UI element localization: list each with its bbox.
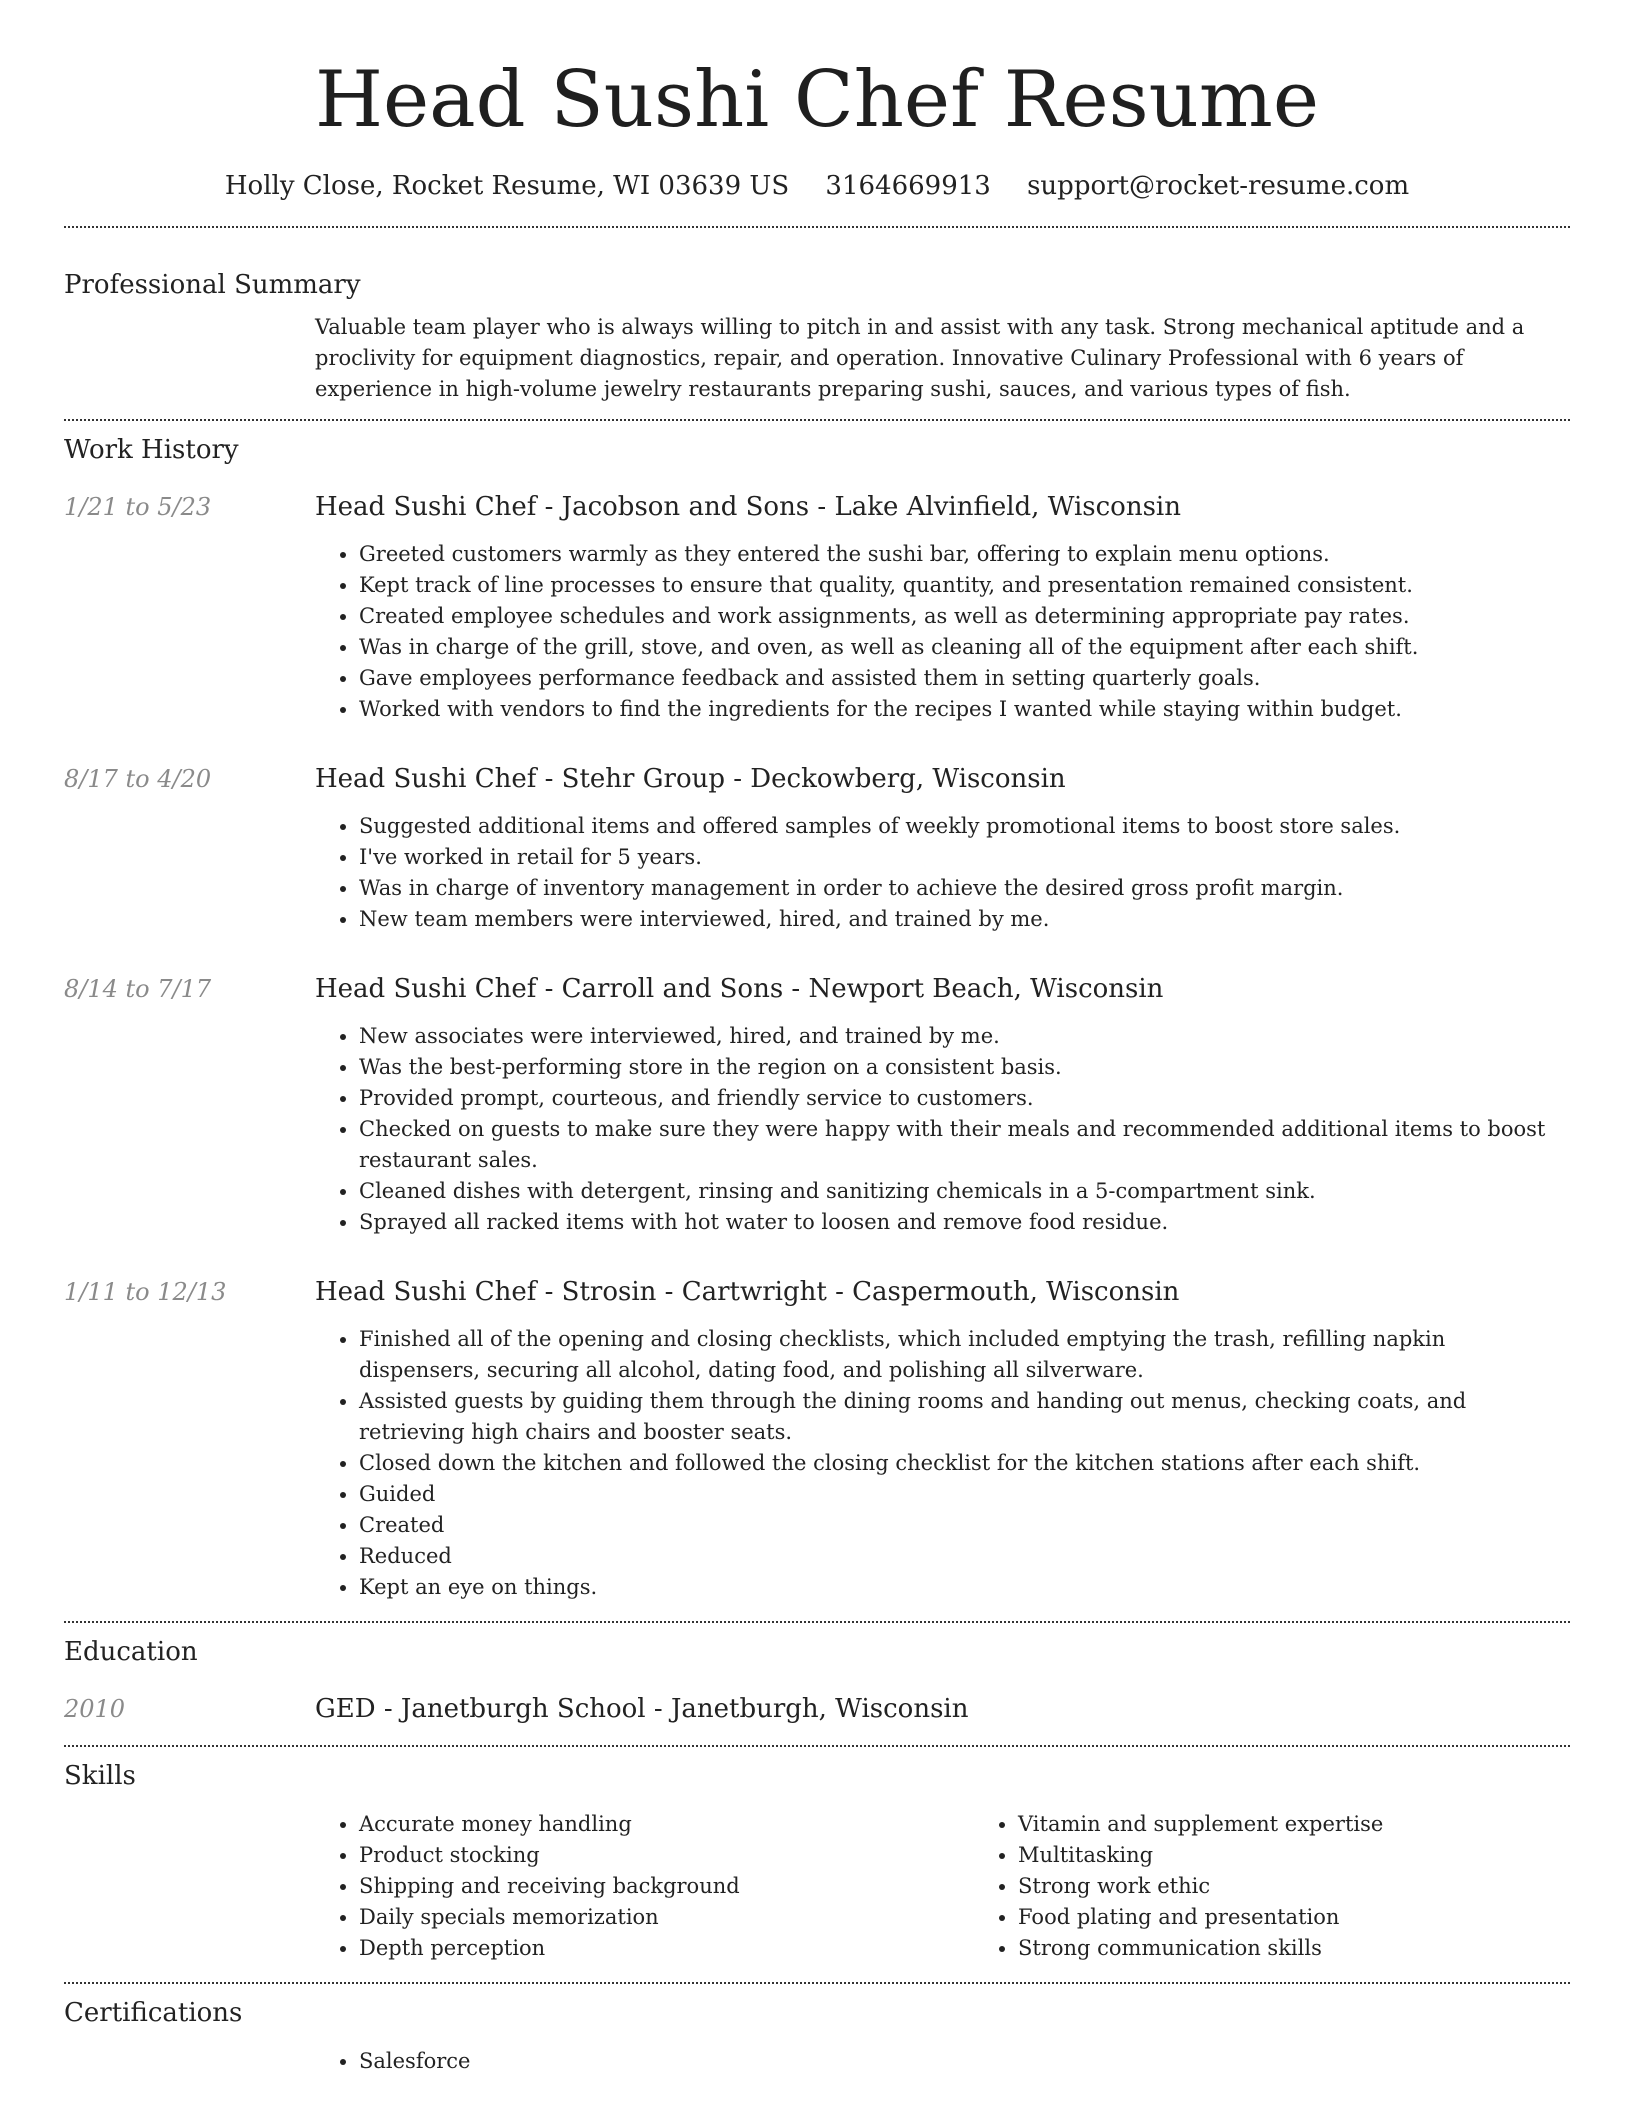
job-entry xyxy=(64,763,1570,935)
contact-address: Holly Close, Rocket Resume, WI 03639 US xyxy=(224,171,790,201)
skill-item: • Food plating and presentation xyxy=(1018,1902,1632,1933)
list-item: • Provided prompt, courteous, and friendly service to customers. xyxy=(359,1083,1570,1114)
summary-text: Valuable team player who is always willing to pitch in and assist with any task. Strong mechanical aptitude and a proclivity for equipment diagnostics, repair, and operation. Innovative Culinary Professional with 6 years of experience in high-volume jewelry restaurants preparing sushi, sauces, and various types of fish. xyxy=(315,315,1525,401)
skill-item: • Shipping and receiving background xyxy=(359,1871,974,1902)
job-title: Head Sushi Chef - Jacobson and Sons - Lake Alvinfield, Wisconsin xyxy=(315,492,1181,522)
job-bullets xyxy=(315,811,1570,935)
summary-heading: Professional Summary xyxy=(64,270,361,300)
list-item: • Created employee schedules and work assignments, as well as determining appropriate pay rates. xyxy=(359,601,1570,632)
list-item: • Created xyxy=(359,1510,1570,1541)
job-entry xyxy=(64,973,1570,1238)
list-item: • Closed down the kitchen and followed the closing checklist for the kitchen stations after each shift. xyxy=(359,1448,1570,1479)
list-item: • Was the best-performing store in the region on a consistent basis. xyxy=(359,1052,1570,1083)
list-item: • Cleaned dishes with detergent, rinsing and sanitizing chemicals in a 5-compartment sink. xyxy=(359,1176,1570,1207)
job-entry xyxy=(64,491,1570,725)
skill-item: • Strong communication skills xyxy=(1018,1933,1632,1964)
job-title: Head Sushi Chef - Strosin - Cartwright - Caspermouth, Wisconsin xyxy=(315,1277,1180,1307)
education-entry xyxy=(64,1693,1570,1725)
list-item: • Kept track of line processes to ensure that quality, quantity, and presentation remained consistent. xyxy=(359,570,1570,601)
skill-item: • Depth perception xyxy=(359,1933,974,1964)
list-item: • Kept an eye on things. xyxy=(359,1572,1570,1603)
job-title: Head Sushi Chef - Carroll and Sons - Newport Beach, Wisconsin xyxy=(315,974,1164,1004)
work-history-heading: Work History xyxy=(64,435,239,465)
list-item: • Suggested additional items and offered samples of weekly promotional items to boost store sales. xyxy=(359,811,1570,842)
summary-section xyxy=(64,228,1570,405)
job-bullets xyxy=(315,1324,1570,1603)
list-item: • Finished all of the opening and closing checklists, which included emptying the trash, refilling napkin dispensers, securing all alcohol, dating food, and polishing all silverware. xyxy=(359,1324,1570,1386)
list-item: • Assisted guests by guiding them through the dining rooms and handing out menus, checking coats, and retrieving high chairs and booster seats. xyxy=(359,1386,1570,1448)
job-bullets xyxy=(315,1021,1570,1238)
list-item: • New associates were interviewed, hired, and trained by me. xyxy=(359,1021,1570,1052)
list-item: • Sprayed all racked items with hot water to loosen and remove food residue. xyxy=(359,1207,1570,1238)
education-section xyxy=(64,1623,1570,1725)
skill-item: • Vitamin and supplement expertise xyxy=(1018,1809,1632,1840)
list-item: • Guided xyxy=(359,1479,1570,1510)
skill-item: • Product stocking xyxy=(359,1840,974,1871)
certifications-heading: Certifications xyxy=(64,1998,243,2028)
list-item: • Was in charge of inventory management in order to achieve the desired gross profit margin. xyxy=(359,873,1570,904)
job-title: Head Sushi Chef - Stehr Group - Deckowberg, Wisconsin xyxy=(315,764,1066,794)
job-dates: 1/21 to 5/23 xyxy=(64,493,212,521)
job-entry xyxy=(64,1276,1570,1603)
job-dates: 8/17 to 4/20 xyxy=(64,765,212,793)
skills-section xyxy=(64,1747,1570,1964)
contact-line xyxy=(64,168,1570,204)
list-item: • Greeted customers warmly as they entered the sushi bar, offering to explain menu options. xyxy=(359,539,1570,570)
list-item: • Checked on guests to make sure they were happy with their meals and recommended additional items to boost restaurant sales. xyxy=(359,1114,1570,1176)
certifications-section xyxy=(64,1984,1570,2077)
job-dates: 1/11 to 12/13 xyxy=(64,1278,227,1306)
skill-item: • Strong work ethic xyxy=(1018,1871,1632,1902)
contact-phone: 3164669913 xyxy=(825,171,991,201)
list-item: • Gave employees performance feedback and assisted them in setting quarterly goals. xyxy=(359,663,1570,694)
certification-item: • Salesforce xyxy=(359,2046,1570,2077)
skill-item: • Daily specials memorization xyxy=(359,1902,974,1933)
job-dates: 8/14 to 7/17 xyxy=(64,975,212,1003)
resume-page xyxy=(64,0,1570,2077)
list-item: • Was in charge of the grill, stove, and oven, as well as cleaning all of the equipment after each shift. xyxy=(359,632,1570,663)
list-item: • Reduced xyxy=(359,1541,1570,1572)
skill-item: • Multitasking xyxy=(1018,1840,1632,1871)
skill-item: • Accurate money handling xyxy=(359,1809,974,1840)
list-item: • New team members were interviewed, hired, and trained by me. xyxy=(359,904,1570,935)
resume-title: Head Sushi Chef Resume xyxy=(314,55,1320,145)
job-bullets xyxy=(315,539,1570,725)
education-year: 2010 xyxy=(64,1695,126,1723)
skills-list-right xyxy=(974,1809,1632,1964)
education-title: GED - Janetburgh School - Janetburgh, Wisconsin xyxy=(315,1694,969,1724)
skills-list-left xyxy=(315,1809,974,1964)
education-heading: Education xyxy=(64,1637,198,1667)
list-item: • I've worked in retail for 5 years. xyxy=(359,842,1570,873)
certifications-list xyxy=(315,2046,1570,2077)
list-item: • Worked with vendors to find the ingredients for the recipes I wanted while staying within budget. xyxy=(359,694,1570,725)
skills-heading: Skills xyxy=(64,1761,136,1791)
work-history-section xyxy=(64,421,1570,1603)
contact-email[interactable]: support@rocket-resume.com xyxy=(1027,171,1410,201)
